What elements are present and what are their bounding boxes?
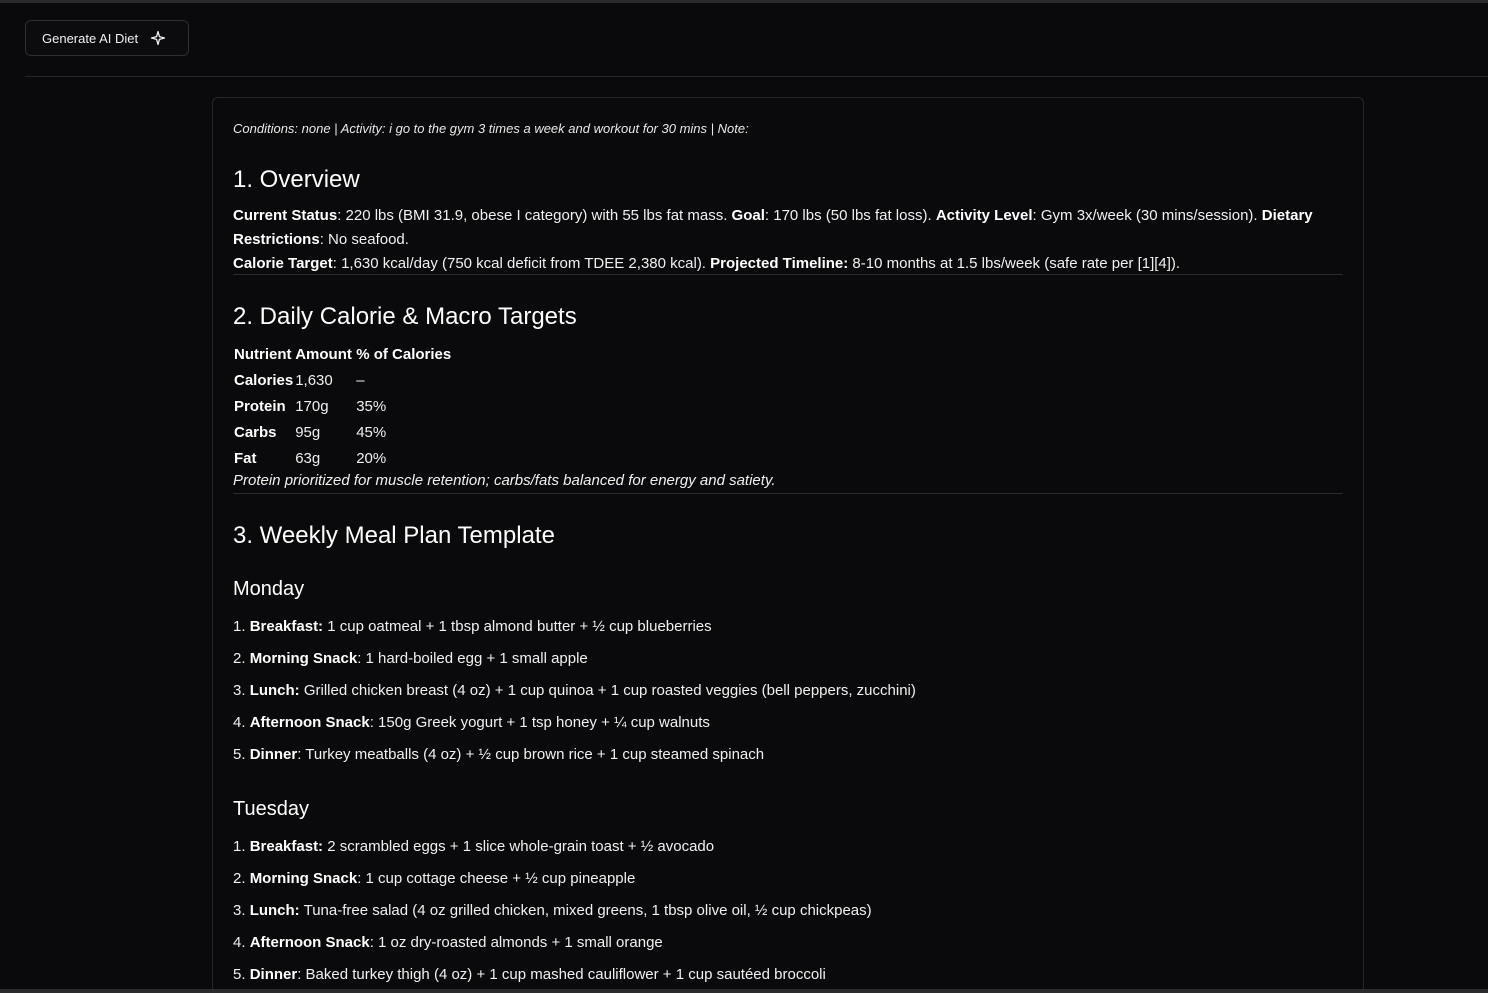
day-heading-tuesday: Tuesday [233,798,309,820]
window-top-border [0,0,1488,3]
list-item: 2. Morning Snack: 1 hard-boiled egg + 1 small apple [233,650,588,667]
section-divider [233,274,1343,275]
header-divider [25,76,1488,77]
generate-ai-diet-label: Generate AI Diet [42,30,139,46]
list-item: 1. Breakfast: 2 scrambled eggs + 1 slice whole-grain toast + ½ avocado [233,838,715,855]
day-heading-monday: Monday [233,578,305,600]
list-item: 4. Afternoon Snack: 150g Greek yogurt + 1 tsp honey + ¼ cup walnuts [233,714,710,731]
scrollbar-track[interactable] [0,989,1488,993]
macros-title: 2. Daily Calorie & Macro Targets [233,303,577,330]
table-header: % of Calories [356,345,452,363]
weekly-title: 3. Weekly Meal Plan Template [233,522,555,549]
list-item: 5. Dinner: Baked turkey thigh (4 oz) + 1 cup mashed cauliflower + 1 cup sautéed broccoli [233,966,826,983]
generate-ai-diet-button[interactable] [25,20,189,56]
table-header: Amount [295,345,352,363]
sparkle-icon [150,30,166,46]
list-item: 3. Lunch: Grilled chicken breast (4 oz) + 1 cup quinoa + 1 cup roasted veggies (bell peppers, zucchini) [233,682,916,699]
section-divider [233,493,1343,494]
table-row: Calories 1,630 – [234,371,365,389]
plan-meta: Conditions: none | Activity: i go to the gym 3 times a week and workout for 30 mins | Note: [233,121,749,136]
table-header-row [233,341,452,367]
list-item: 1. Breakfast: 1 cup oatmeal + 1 tbsp almond butter + ½ cup blueberries [233,618,712,635]
diet-plan-card [212,97,1364,993]
table-row: Protein 170g 35% [234,397,387,415]
macro-table [233,341,452,471]
overview-text: Current Status: 220 lbs (BMI 31.9, obese I category) with 55 lbs fat mass. Goal: 170 lbs (50 lbs fat loss). Activity Level: Gym 3x/week (30 mins/session). Dietary Restrictions: No seafood. Calorie Target: 1,630 kcal/day (750 kcal deficit from TDEE 2,380 kcal). Projected Timeline: 8-10 months at 1.5 lbs/week (safe rate per [1][4]). [233,207,1313,272]
list-item: 4. Afternoon Snack: 1 oz dry-roasted almonds + 1 small orange [233,934,663,951]
table-header: Nutrient [234,345,292,363]
list-item: 5. Dinner: Turkey meatballs (4 oz) + ½ cup brown rice + 1 cup steamed spinach [233,746,765,763]
list-item: 2. Morning Snack: 1 cup cottage cheese + ½ cup pineapple [233,870,636,887]
overview-title: 1. Overview [233,166,360,193]
table-row: Carbs 95g 45% [234,423,387,441]
macros-note: Protein prioritized for muscle retention; carbs/fats balanced for energy and satiety. [233,472,776,489]
table-row: Fat 63g 20% [234,449,387,467]
list-item: 3. Lunch: Tuna-free salad (4 oz grilled chicken, mixed greens, 1 tbsp olive oil, ½ cup chickpeas) [233,902,872,919]
